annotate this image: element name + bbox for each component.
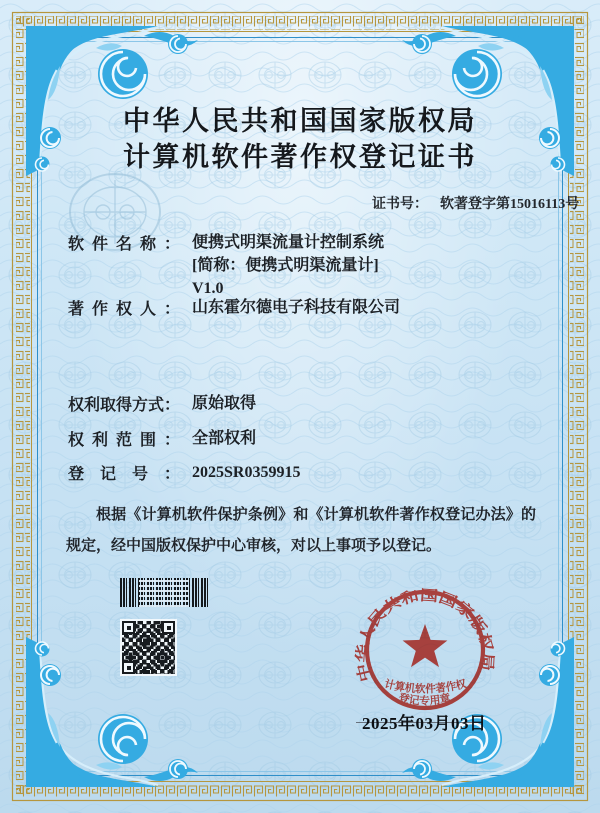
field-value [192,461,300,484]
seal-line2: 登记专用章 [397,691,453,708]
statement-text: 根据《计算机软件保护条例》和《计算机软件著作权登记办法》的规定，经中国版权保护中心审核，对以上事项予以登记。 [66,507,536,554]
qr-finder-icon [122,621,135,634]
field-label: 权利取得方式： [68,397,181,414]
certificate-title: 计算机软件著作权登记证书 [123,142,477,172]
acquisition-method-value: 原始取得 [192,395,257,412]
authority-title: 中华人民共和国国家版权局 [123,106,477,136]
field-label: 软件名称： [68,236,180,253]
field-label: 著作权人： [68,301,180,318]
copyright-owner-value: 山东霍尔德电子科技有限公司 [192,299,401,316]
field-row-software-name [68,231,384,300]
field-label: 权利范围： [68,432,180,449]
certificate-number [372,193,579,213]
qr-finder-icon [162,621,175,634]
rights-scope-value: 全部权利 [192,430,257,447]
seal-ring-text: 中华人民共和国国家版权局 [354,588,496,684]
field-row-copyright-owner [68,296,400,319]
issue-date: 2025年03月03日 [362,714,487,733]
field-row-registration-number [68,461,300,484]
field-label: 登记号： [68,466,180,483]
field-value [192,392,256,415]
field-value [192,427,256,450]
registration-number-value: 2025SR0359915 [192,464,301,481]
qr-finder-icon [122,661,135,674]
software-version-line: V1.0 [192,280,224,297]
field-value [192,231,384,300]
field-value [192,296,400,319]
svg-text:计算机软件著作权 [383,676,468,696]
certificate-number-label: 证书号： [372,197,428,212]
star-icon [403,624,448,667]
qr-code-icon [120,619,177,676]
seal-line1: 计算机软件著作权 [383,678,469,696]
field-row-rights-scope [68,427,256,450]
barcode-icon [120,578,208,607]
field-row-acquisition-method [68,392,256,415]
software-shortname-line: [简称：便携式明渠流量计] [192,257,379,274]
certificate-number-value: 软著登字第15016113号 [440,197,580,212]
software-name-line: 便携式明渠流量计控制系统 [192,234,385,251]
